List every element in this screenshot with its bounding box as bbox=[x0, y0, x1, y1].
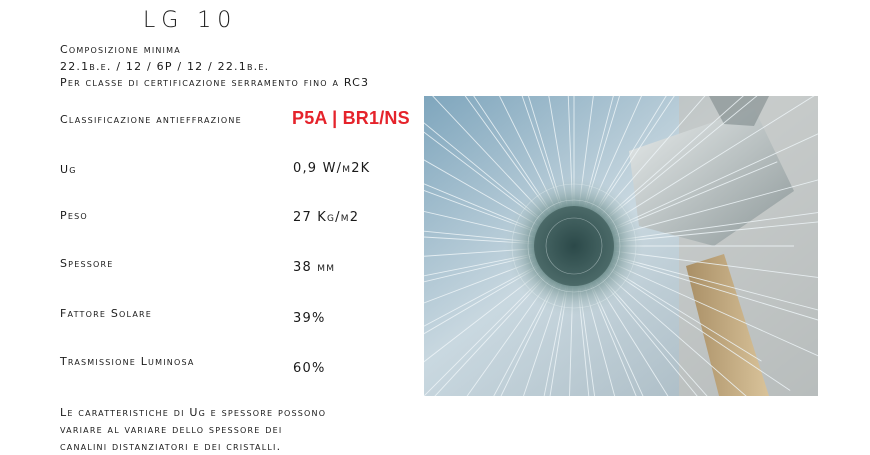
ug-value: 0,9 W/m2K bbox=[293, 161, 371, 176]
light-transmission-label: Trasmissione Luminosa bbox=[60, 355, 195, 368]
product-title: LG 10 bbox=[143, 8, 238, 33]
ug-label: Ug bbox=[60, 163, 77, 176]
solar-factor-label: Fattore Solare bbox=[60, 307, 153, 320]
rating-label: Classificazione antieffrazione bbox=[60, 113, 242, 126]
footnote-line-3: canalini distanziatori e dei cristalli. bbox=[60, 440, 282, 453]
solar-factor-value: 39% bbox=[293, 311, 326, 326]
certification-note: Per classe di certificazione serramento fino a RC3 bbox=[60, 76, 370, 89]
composition-label: Composizione minima bbox=[60, 43, 181, 56]
footnote-line-1: Le caratteristiche di Ug e spessore possono bbox=[60, 406, 327, 419]
composition-value: 22.1b.e. / 12 / 6P / 12 / 22.1b.e. bbox=[60, 60, 270, 73]
weight-label: Peso bbox=[60, 209, 88, 222]
footnote-line-2: variare al variare dello spessore dei bbox=[60, 423, 283, 436]
thickness-label: Spessore bbox=[60, 257, 114, 270]
footnote bbox=[60, 404, 420, 455]
thickness-value: 38 mm bbox=[293, 260, 336, 275]
weight-value: 27 Kg/m2 bbox=[293, 210, 360, 225]
shattered-glass-photo bbox=[424, 96, 818, 396]
rating-value: P5A | BR1/NS bbox=[292, 108, 410, 128]
light-transmission-value: 60% bbox=[293, 361, 326, 376]
